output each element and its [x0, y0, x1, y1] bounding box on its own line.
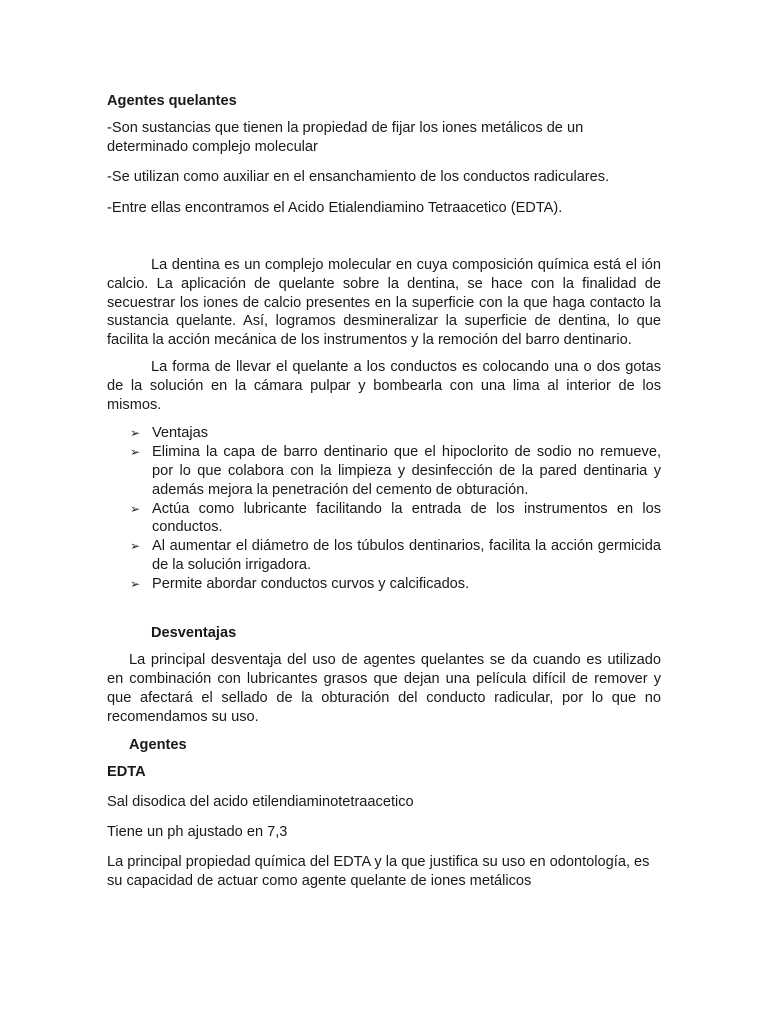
- heading-agentes-quelantes: Agentes quelantes: [107, 93, 237, 109]
- ventajas-list: [107, 424, 661, 593]
- edta-line-3: La principal propiedad química del EDTA y la que justifica su uso en odontología, es su capacidad de actuar como agente quelante de iones metálicos: [107, 853, 650, 889]
- list-item-text: Actúa como lubricante facilitando la entrada de los instrumentos en los conductos.: [152, 500, 661, 536]
- paragraph-desventaja: La principal desventaja del uso de agentes quelantes se da cuando es utilizado en combinación con lubricantes grasos que dejan una película difícil de remover y que afectará el sellado de la obturación del conducto radicular, por lo que no recomendamos su uso.: [107, 652, 661, 725]
- edta-line-2: Tiene un ph ajustado en 7,3: [107, 823, 288, 840]
- paragraph-dentina: La dentina es un complejo molecular en cuya composición química está el ión calcio. La aplicación de quelante sobre la dentina, se hace con la finalidad de secuestrar los iones de calcio presentes en la superficie con la que haga contacto la sustancia quelante. Así, logramos desmineralizar la superficie de dentina, lo que facilita la acción mecánica de los instrumentos y la remoción del barro dentinario.: [107, 256, 661, 349]
- intro-line-3: -Entre ellas encontramos el Acido Etialendiamino Tetraacetico (EDTA).: [107, 200, 563, 217]
- list-item-text: Al aumentar el diámetro de los túbulos dentinarios, facilita la acción germicida de la solución irrigadora.: [152, 538, 661, 573]
- intro-line-2: -Se utilizan como auxiliar en el ensanchamiento de los conductos radiculares.: [107, 169, 610, 186]
- document-page: [107, 92, 661, 890]
- list-item: [130, 537, 661, 575]
- list-item: [130, 575, 661, 594]
- arrow-bullet-icon: ➢: [130, 426, 141, 441]
- list-item-text: Permite abordar conductos curvos y calcificados.: [152, 575, 470, 592]
- arrow-bullet-icon: ➢: [130, 539, 141, 554]
- heading-desventajas: Desventajas: [151, 624, 237, 641]
- list-item: [130, 443, 661, 499]
- list-item-text: Ventajas: [152, 425, 208, 442]
- edta-line-1: Sal disodica del acido etilendiaminotetraacetico: [107, 794, 414, 811]
- paragraph-forma: La forma de llevar el quelante a los conductos es colocando una o dos gotas de la solución en la cámara pulpar y bombearla con una lima al interior de los mismos.: [107, 358, 661, 413]
- arrow-bullet-icon: ➢: [130, 501, 141, 516]
- heading-edta: EDTA: [107, 764, 146, 781]
- list-item: [130, 500, 661, 538]
- intro-line-1: -Son sustancias que tienen la propiedad de fijar los iones metálicos de un determinado complejo molecular: [107, 119, 584, 155]
- list-item: [130, 424, 661, 443]
- arrow-bullet-icon: ➢: [130, 576, 141, 591]
- arrow-bullet-icon: ➢: [130, 445, 141, 460]
- list-item-text: Elimina la capa de barro dentinario que el hipoclorito de sodio no remueve, por lo que colabora con la limpieza y desinfección de la pared dentinaria y además mejora la penetración del cemento de obturación.: [152, 444, 661, 498]
- heading-agentes: Agentes: [129, 736, 187, 753]
